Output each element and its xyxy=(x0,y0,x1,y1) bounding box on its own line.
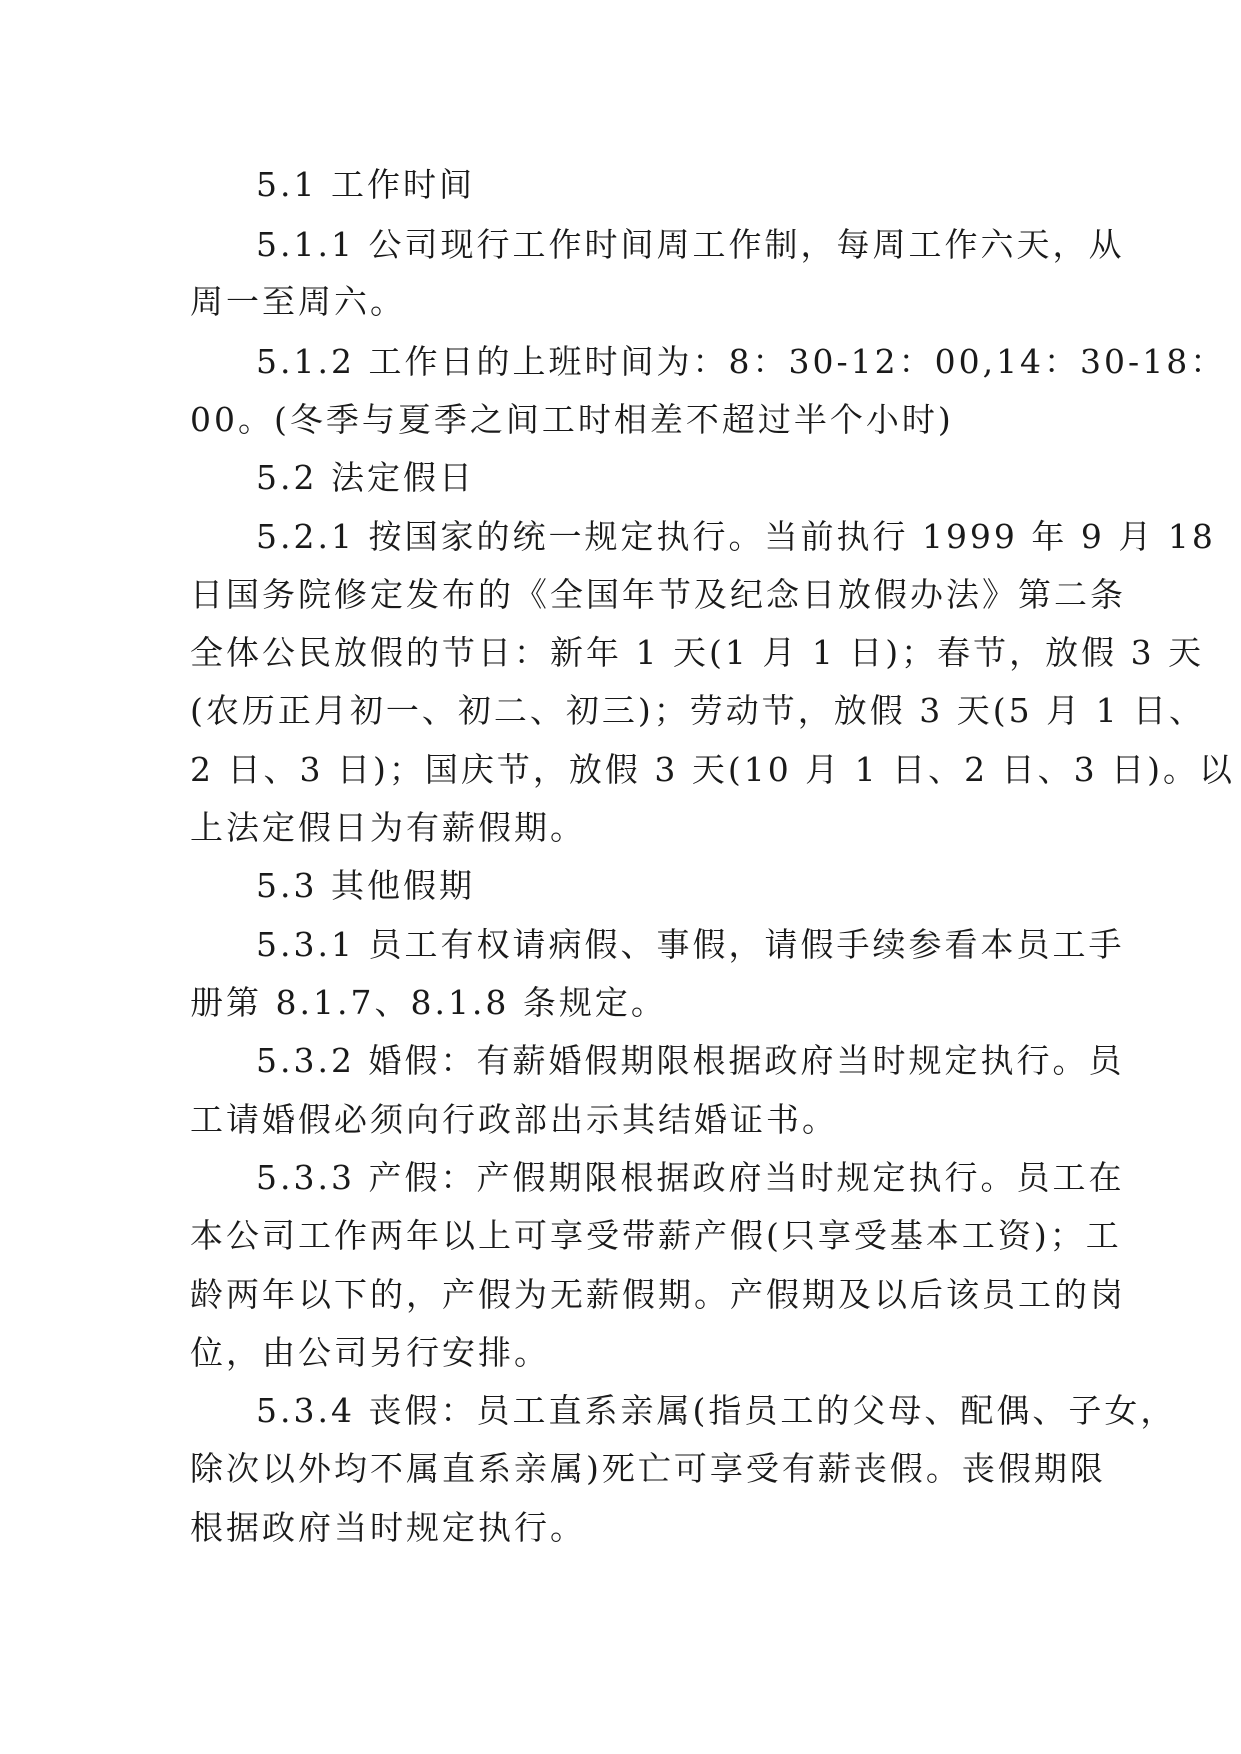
section-heading-5-2: 5.2 法定假日 xyxy=(256,458,475,497)
paragraph-line: 工请婚假必须向行政部出示其结婚证书。 xyxy=(190,1100,838,1139)
paragraph-line: 本公司工作两年以上可享受带薪产假(只享受基本工资)；工 xyxy=(190,1216,1122,1255)
paragraph-line: (农历正月初一、初二、初三)；劳动节，放假 3 天(5 月 1 日、 xyxy=(190,691,1206,730)
paragraph-line: 2 日、3 日)；国庆节，放假 3 天(10 月 1 日、2 日、3 日)。以 xyxy=(190,750,1235,789)
paragraph-line: 根据政府当时规定执行。 xyxy=(190,1508,586,1547)
paragraph-line: 龄两年以下的，产假为无薪假期。产假期及以后该员工的岗 xyxy=(190,1275,1126,1314)
paragraph-line: 日国务院修定发布的《全国年节及纪念日放假办法》第二条 xyxy=(190,575,1126,614)
section-heading-5-3: 5.3 其他假期 xyxy=(256,866,475,905)
paragraph-line: 5.1.2 工作日的上班时间为：8：30-12：00,14：30-18： xyxy=(256,342,1227,381)
paragraph-line: 位，由公司另行安排。 xyxy=(190,1333,550,1372)
paragraph-line: 00。(冬季与夏季之间工时相差不超过半个小时) xyxy=(190,400,954,439)
paragraph-line: 5.2.1 按国家的统一规定执行。当前执行 1999 年 9 月 18 xyxy=(256,517,1216,556)
paragraph-line: 5.3.4 丧假：员工直系亲属(指员工的父母、配偶、子女， xyxy=(256,1391,1177,1430)
paragraph-line: 5.1.1 公司现行工作时间周工作制，每周工作六天，从 xyxy=(256,225,1125,264)
paragraph-line: 周一至周六。 xyxy=(190,282,406,321)
paragraph-line: 5.3.2 婚假：有薪婚假期限根据政府当时规定执行。员 xyxy=(256,1041,1125,1080)
paragraph-line: 上法定假日为有薪假期。 xyxy=(190,808,586,847)
paragraph-line: 册第 8.1.7、8.1.8 条规定。 xyxy=(190,983,667,1022)
paragraph-line: 除次以外均不属直系亲属)死亡可享受有薪丧假。丧假期限 xyxy=(190,1449,1106,1488)
paragraph-line: 5.3.3 产假：产假期限根据政府当时规定执行。员工在 xyxy=(256,1158,1125,1197)
section-heading-5-1: 5.1 工作时间 xyxy=(256,165,475,204)
paragraph-line: 全体公民放假的节日：新年 1 天(1 月 1 日)；春节，放假 3 天 xyxy=(190,633,1205,672)
paragraph-line: 5.3.1 员工有权请病假、事假，请假手续参看本员工手 xyxy=(256,925,1125,964)
